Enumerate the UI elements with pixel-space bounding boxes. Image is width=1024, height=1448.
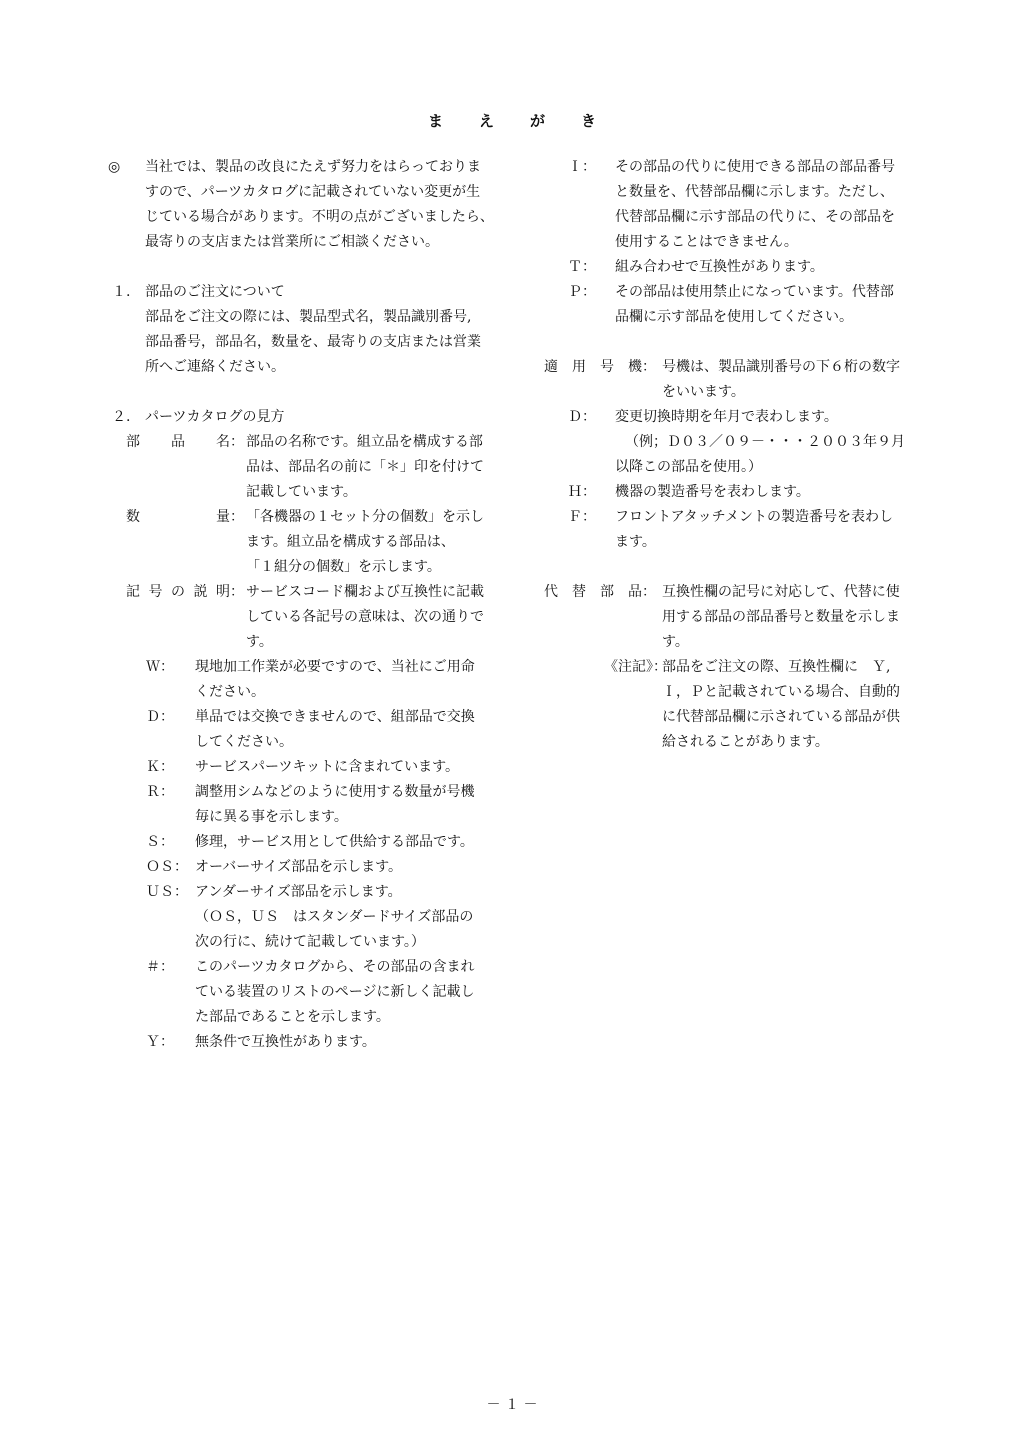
section1-line: 部品をご注文の際には、製品型式名，製品識別番号,	[145, 309, 472, 325]
title-char: き	[581, 112, 597, 130]
section1-number: １.	[112, 284, 131, 300]
symbol-line: ます。	[615, 534, 656, 550]
symbol-entry: Ｔ： 組み合わせで互換性があります。	[568, 259, 824, 275]
symbol-line: 次の行に、続けて記載しています。）	[195, 934, 425, 950]
page-number: － １ －	[486, 1397, 538, 1413]
note-line: Ｉ，Ｐと記載されている場合、自動的	[662, 684, 900, 700]
field-line: す。	[662, 634, 689, 650]
symbol-line: 以降この部品を使用。）	[615, 459, 762, 475]
symbol-entry: Ｓ： 修理，サービス用として供給する部品です。	[146, 834, 474, 850]
symbol-entry: Ｄ： 変更切換時期を年月で表わします。	[568, 409, 838, 425]
field-substitute-part: 代 替 部 品： 互換性欄の記号に対応して、代替に使	[540, 580, 920, 605]
symbol-entry: ＵＳ： アンダーサイズ部品を示します。	[146, 884, 402, 900]
symbol-entry: Ｙ： 無条件で互換性があります。	[146, 1034, 376, 1050]
symbol-line: 代替部品欄に示す部品の代りに、その部品を	[615, 209, 895, 225]
preface-line: じている場合があります。不明の点がございましたら、	[145, 209, 494, 225]
field-line: 記載しています。	[246, 484, 357, 500]
symbol-line: 使用することはできません。	[615, 234, 798, 250]
field-symbol-explanation: 記 号 の 説 明： サービスコード欄および互換性に記載	[108, 580, 508, 605]
section2-heading: ２. パーツカタログの見方	[108, 405, 508, 430]
symbol-line: と数量を、代替部品欄に示します。ただし、	[615, 184, 894, 200]
symbol-line: ください。	[195, 684, 265, 700]
symbol-line: してください。	[195, 734, 293, 750]
field-part-name: 部 品 名： 部品の名称です。組立品を構成する部	[108, 430, 508, 455]
field-line: 用する部品の部品番号と数量を示しま	[662, 609, 900, 625]
note-label: 《注記》：	[604, 659, 667, 675]
section1-line: 部品番号，部品名，数量を、最寄りの支店または営業	[145, 334, 481, 350]
note-line: に代替部品欄に示されている部品が供	[662, 709, 900, 725]
symbol-entry: Ｄ： 単品では交換できませんので、組部品で交換	[146, 709, 475, 725]
field-label: 部 品 名：	[126, 434, 244, 450]
note-line: 給されることがあります。	[662, 734, 829, 750]
field-line: す。	[246, 634, 273, 650]
section2-number: ２.	[112, 409, 131, 425]
symbol-line: 毎に異る事を示します。	[195, 809, 348, 825]
symbol-line: た部品であることを示します。	[195, 1009, 390, 1025]
field-line: ます。組立品を構成する部品は、	[246, 534, 455, 550]
symbol-entry: Ｉ： その部品の代りに使用できる部品の部品番号	[568, 159, 895, 175]
section1-line: 所へご連絡ください。	[145, 359, 285, 375]
field-line: 品は、部品名の前に「＊」印を付けて	[246, 459, 484, 475]
symbol-entry: Ｐ： その部品は使用禁止になっています。代替部	[568, 284, 894, 300]
symbol-line: （ＯＳ，ＵＳ はスタンダードサイズ部品の	[195, 909, 474, 925]
field-label: 適 用 号 機：	[544, 359, 656, 375]
right-column	[540, 155, 920, 755]
preface-line: 最寄りの支店または営業所にご相談ください。	[145, 234, 439, 250]
symbol-entry: Ｈ： 機器の製造番号を表わします。	[568, 484, 810, 500]
preface-line: ◎ 当社では、製品の改良にたえず努力をはらっておりま	[108, 155, 508, 180]
page-title	[0, 110, 1024, 131]
section1-heading: １. 部品のご注文について	[108, 280, 508, 305]
symbol-line: 品欄に示す部品を使用してください。	[615, 309, 853, 325]
field-quantity: 数 量： 「各機器の１セット分の個数」を示し	[108, 505, 508, 530]
field-label: 代 替 部 品：	[544, 584, 656, 600]
field-label: 数 量：	[126, 509, 244, 525]
symbol-entry: Ｆ： フロントアタッチメントの製造番号を表わし	[568, 509, 894, 525]
preface-line: すので、パーツカタログに記載されていない変更が生	[145, 184, 481, 200]
symbol-line: ている装置のリストのページに新しく記載し	[195, 984, 475, 1000]
field-applicable-unit: 適 用 号 機： 号機は、製品識別番号の下６桁の数字	[540, 355, 920, 380]
symbol-entry: Ｒ： 調整用シムなどのように使用する数量が号機	[146, 784, 475, 800]
symbol-entry: ＯＳ： オーバーサイズ部品を示します。	[146, 859, 403, 875]
title-char: が	[530, 112, 546, 130]
field-line: をいいます。	[662, 384, 745, 400]
symbol-line: （例；Ｄ０３／０９－・・・２００３年９月	[625, 434, 905, 450]
preface-mark: ◎	[108, 159, 121, 175]
title-char: え	[478, 112, 494, 130]
symbol-entry: Ｋ： サービスパーツキットに含まれています。	[146, 759, 460, 775]
symbol-entry: Ｗ： 現地加工作業が必要ですので、当社にご用命	[146, 659, 475, 675]
field-label: 記 号 の 説 明：	[126, 584, 244, 600]
title-char: ま	[427, 112, 443, 130]
field-line: している各記号の意味は、次の通りで	[246, 609, 484, 625]
field-line: 「１組分の個数」を示します。	[246, 559, 441, 575]
note-entry: 《注記》： 部品をご注文の際、互換性欄に Ｙ,	[540, 655, 920, 680]
left-column	[108, 155, 508, 1055]
symbol-entry: ＃： このパーツカタログから、その部品の含まれ	[146, 959, 475, 975]
